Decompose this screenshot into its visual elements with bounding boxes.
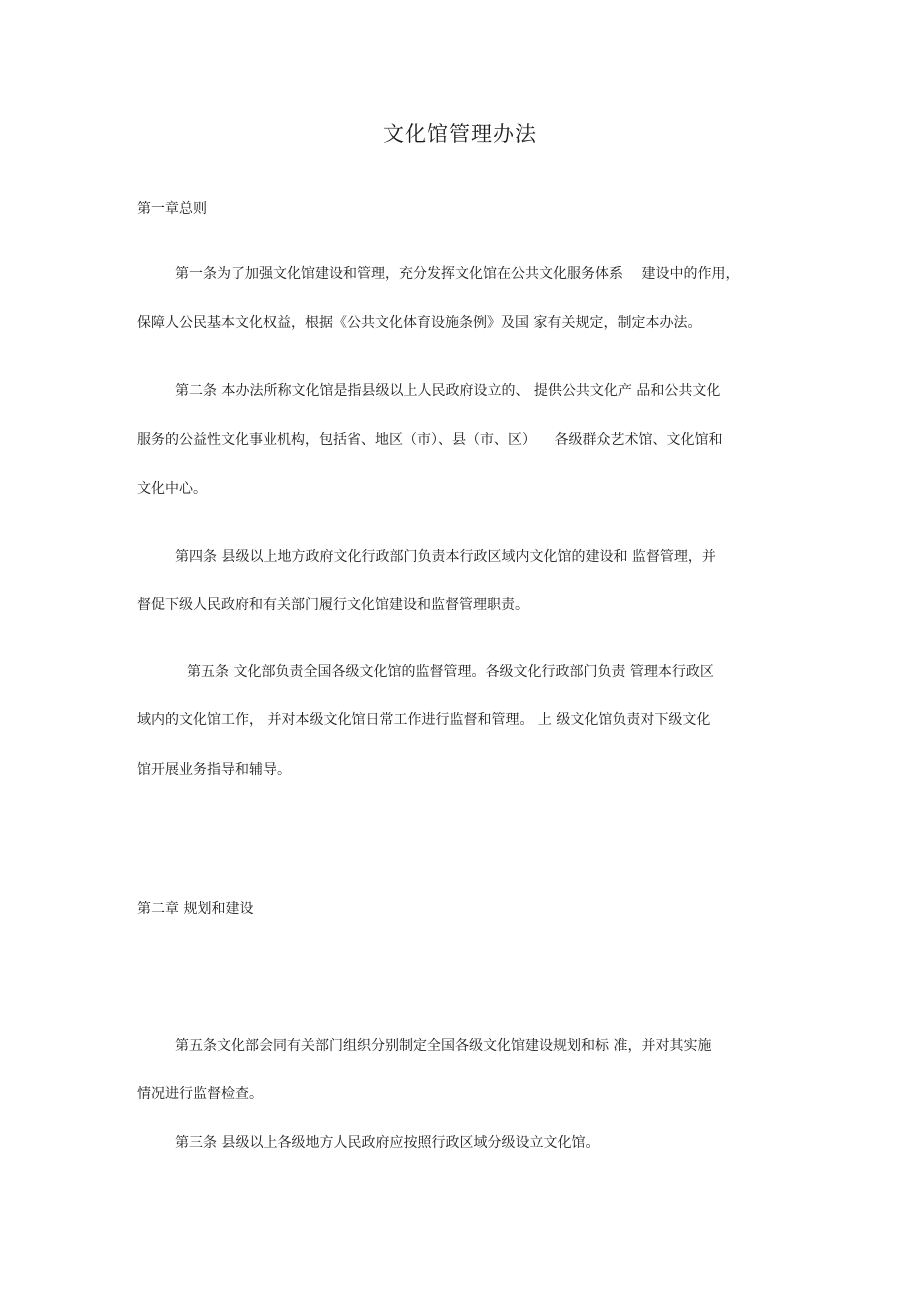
chapter2-article-5-line-1: 第五条文化部会同有关部门组织分别制定全国各级文化馆建设规划和标 准，并对其实施 xyxy=(175,1038,712,1054)
article-4-line-1: 第四条 县级以上地方政府文化行政部门负责本行政区域内文化馆的建设和 监督管理，并 xyxy=(175,549,716,565)
article-2-line-1: 第二条 本办法所称文化馆是指县级以上人民政府设立的、 提供公共文化产 品和公共文化 xyxy=(175,383,721,399)
article-5-line-2: 域内的文化馆工作， 并对本级文化馆日常工作进行监督和管理。 上 级文化馆负责对下级文化 xyxy=(137,712,711,728)
article-2-line-2: 服务的公益性文化事业机构，包括省、地区（市）、县（市、区） 各级群众艺术馆、文化馆和 xyxy=(137,432,723,448)
chapter2-heading: 第二章 规划和建设 xyxy=(137,901,254,917)
chapter2-article-5-line-2: 情况进行监督检查。 xyxy=(137,1086,263,1102)
article-4-line-2: 督促下级人民政府和有关部门履行文化馆建设和监督管理职责。 xyxy=(137,597,529,613)
chapter1-heading: 第一章总则 xyxy=(137,201,207,217)
article-1-line-1: 第一条为了加强文化馆建设和管理，充分发挥文化馆在公共文化服务体系 建设中的作用， xyxy=(175,266,740,282)
chapter2-article-3-line-1: 第三条 县级以上各级地方人民政府应按照行政区域分级设立文化馆。 xyxy=(175,1135,600,1151)
article-5-line-3: 馆开展业务指导和辅导。 xyxy=(137,762,291,778)
article-1-line-2: 保障人公民基本文化权益，根据《公共文化体育设施条例》及国 家有关规定，制定本办法。 xyxy=(137,315,702,331)
article-5-line-1: 第五条 文化部负责全国各级文化馆的监督管理。各级文化行政部门负责 管理本行政区 xyxy=(187,664,714,680)
article-2-line-3: 文化中心。 xyxy=(137,481,207,497)
document-title: 文化馆管理办法 xyxy=(383,122,537,146)
